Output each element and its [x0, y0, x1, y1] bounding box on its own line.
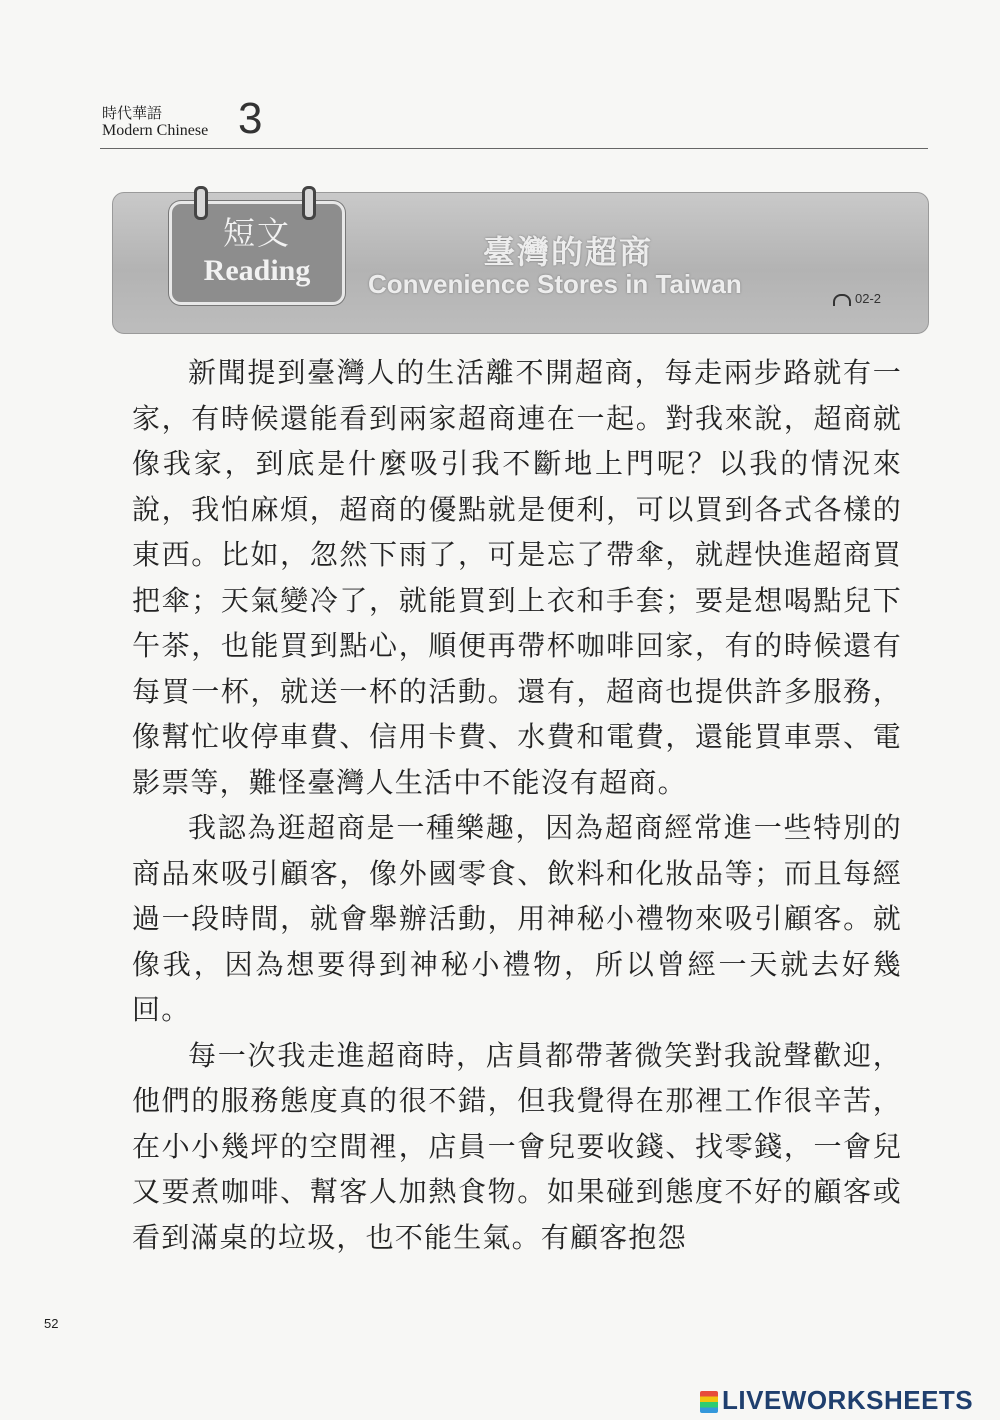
book-title-en: Modern Chinese — [102, 122, 209, 139]
page-number: 52 — [44, 1316, 59, 1331]
reading-label-en: Reading — [203, 254, 311, 287]
logo-text: LIVEWORKSHEETS — [722, 1385, 974, 1415]
reading-label-cn: 短文 — [222, 214, 291, 252]
paragraph: 新聞提到臺灣人的生活離不開超商，每走兩步路就有一家，有時候還能看到兩家超商連在一起。對我來說，超商就像我家，到底是什麼吸引我不斷地上門呢？以我的情況來說，我怕麻煩，超商的優點就是便利，可以買到各式各樣的東西。比如，忽然下雨了，可是忘了帶傘，就趕快進超商買把傘；天氣變冷了，就能買到上衣和手套；要是想喝點兒下午茶，也能買到點心，順便再帶杯咖啡回家，有的時候還有每買一杯，就送一杯的活動。還有，超商也提供許多服務，像幫忙收停車費、信用卡費、水費和電費，還能買車票、電影票等，難怪臺灣人生活中不能沒有超商。 — [132, 356, 902, 799]
reading-banner — [112, 192, 929, 334]
paragraph: 每一次我走進超商時，店員都帶著微笑對我說聲歡迎，他們的服務態度真的很不錯，但我覺得在那裡工作很辛苦，在小小幾坪的空間裡，店員一會兒要收錢、找零錢，一會兒又要煮咖啡、幫客人加熱食物。如果碰到態度不好的顧客或看到滿桌的垃圾，也不能生氣。有顧客抱怨 — [132, 1038, 902, 1254]
book-header — [100, 92, 928, 149]
reading-label-box — [169, 201, 345, 305]
logo-badge-icon — [700, 1391, 718, 1413]
volume-number: 3 — [238, 94, 263, 143]
reading-text — [132, 350, 902, 1260]
headphones-icon — [833, 294, 851, 306]
paragraph: 我認為逛超商是一種樂趣，因為超商經常進一些特別的商品來吸引顧客，像外國零食、飲料和化妝品等；而且每經過一段時間，就會舉辦活動，用神秘小禮物來吸引顧客。就像我，因為想要得到神秘小禮物，所以曾經一天就去好幾回。 — [132, 811, 902, 1026]
audio-track-number: 02-2 — [855, 291, 882, 306]
audio-track[interactable] — [833, 291, 881, 306]
book-title-cn: 時代華語 — [102, 104, 163, 122]
lesson-title-en: Convenience Stores in Taiwan — [368, 269, 742, 299]
lesson-title-cn: 臺灣的超商 — [483, 233, 654, 271]
liveworksheets-logo — [700, 1385, 973, 1416]
